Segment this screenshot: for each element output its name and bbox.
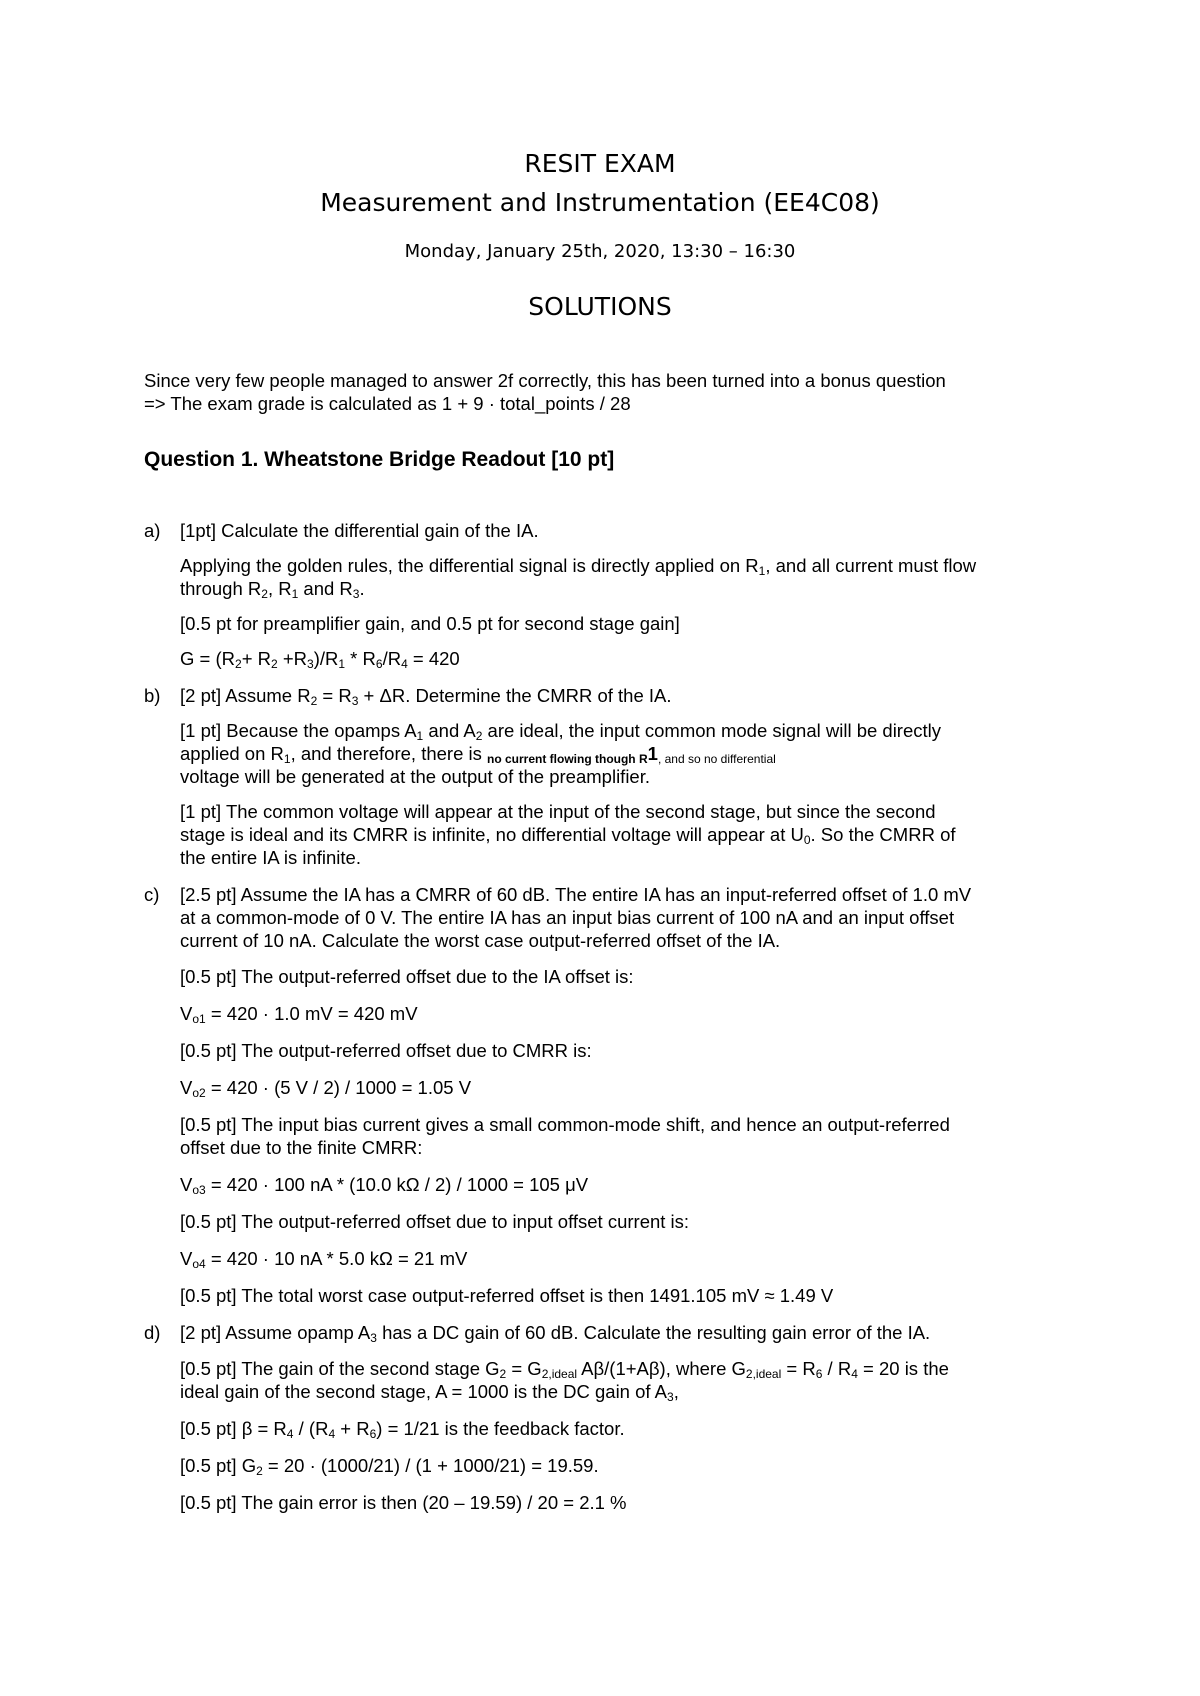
part-b-text-line-5 (180, 824, 956, 846)
subscript: 2 (310, 694, 318, 708)
subscript: 6 (369, 1427, 377, 1441)
subscript: 6 (375, 657, 383, 671)
text-run: = 20 is the (857, 1358, 949, 1379)
subscript: o4 (192, 1257, 206, 1271)
subscript: 1 (758, 564, 766, 578)
part-b-text-line-3: voltage will be generated at the output of the preamplifier. (180, 766, 650, 787)
text-run: [0.5 pt] β = R (180, 1418, 287, 1439)
intro-line-1: Since very few people managed to answer 2f correctly, this has been turned into a bonus question (144, 370, 946, 391)
part-d-step-1-line-2 (180, 1381, 679, 1403)
part-c-step-3-line-2: offset due to the finite CMRR: (180, 1137, 423, 1158)
subscript: 0 (803, 833, 811, 847)
course-title: Measurement and Instrumentation (EE4C08) (320, 188, 880, 217)
text-run: = G (506, 1358, 542, 1379)
subscript: 3 (351, 694, 359, 708)
subscript: 2 (235, 657, 242, 671)
part-b-label: b) (144, 685, 161, 706)
part-c-label: c) (144, 884, 160, 905)
part-d-step-3 (180, 1455, 599, 1477)
text-run: [0.5 pt] The gain of the second stage G (180, 1358, 500, 1379)
exam-title: RESIT EXAM (524, 149, 676, 178)
text-run: V (180, 1077, 193, 1098)
part-c-prompt-line-3: current of 10 nA. Calculate the worst case output-referred offset of the IA. (180, 930, 781, 951)
subscript: 1 (283, 752, 291, 766)
part-c-formula-3 (180, 1174, 588, 1196)
text-run: +R (277, 648, 307, 669)
part-c-step-4: [0.5 pt] The output-referred offset due to input offset current is: (180, 1211, 690, 1232)
subscript: no current flowing though R (487, 752, 648, 766)
text-run: )/R (313, 648, 339, 669)
text-run: + R (241, 648, 271, 669)
text-run: = 420 · (5 V / 2) / 1000 = 1.05 V (205, 1077, 472, 1098)
text-run: * R (345, 648, 376, 669)
part-b-text-line-4: [1 pt] The common voltage will appear at the input of the second stage, but since the second (180, 801, 936, 822)
part-c-prompt-line-2: at a common-mode of 0 V. The entire IA has an input bias current of 100 nA and an input offset (180, 907, 955, 928)
part-d-label: d) (144, 1322, 161, 1343)
subscript: 2 (271, 657, 278, 671)
part-d-step-2 (180, 1418, 625, 1440)
subscript: 3 (667, 1390, 674, 1404)
text-run: V (180, 1174, 193, 1195)
text-run: = R (317, 685, 352, 706)
solutions-heading: SOLUTIONS (528, 292, 672, 321)
subscript: o3 (192, 1183, 206, 1197)
text-run: = 420 · 1.0 mV = 420 mV (205, 1003, 418, 1024)
subscript: 2 (499, 1367, 507, 1381)
subscript: 4 (401, 657, 408, 671)
text-run: [2 pt] Assume R (180, 685, 311, 706)
text-run: Applying the golden rules, the differential signal is directly applied on R (180, 555, 759, 576)
exam-date: Monday, January 25th, 2020, 13:30 – 16:30 (404, 241, 796, 262)
text-run: = 20 · (1000/21) / (1 + 1000/21) = 19.59. (262, 1455, 599, 1476)
text-run: + R (335, 1418, 370, 1439)
subscript: 4 (286, 1427, 294, 1441)
part-b-text-line-2 (180, 743, 776, 765)
part-a-text-line-1 (180, 555, 976, 577)
text-run: = 420 (407, 648, 460, 669)
text-run: /R (382, 648, 402, 669)
text-run: , and all current must flow (765, 555, 977, 576)
part-c-step-3-line-1: [0.5 pt] The input bias current gives a small common-mode shift, and hence an output-referred (180, 1114, 950, 1135)
text-run: [2 pt] Assume opamp A (180, 1322, 371, 1343)
part-c-formula-1 (180, 1003, 418, 1025)
question-1-title: Question 1. Wheatstone Bridge Readout [10 pt] (144, 448, 615, 471)
part-a-text-line-2 (180, 578, 365, 600)
part-c-formula-2 (180, 1077, 471, 1099)
subscript: 3 (352, 587, 360, 601)
subscript: 6 (815, 1367, 823, 1381)
subscript: o2 (192, 1086, 206, 1100)
text-run: and A (423, 720, 476, 741)
part-d-prompt (180, 1322, 930, 1344)
text-run: , (673, 1381, 679, 1402)
text-run: [1 pt] Because the opamps A (180, 720, 417, 741)
bold-emphasis (487, 743, 648, 764)
subscript: 1 (416, 729, 424, 743)
subscript: 1 (291, 587, 299, 601)
text-run: has a DC gain of 60 dB. Calculate the resulting gain error of the IA. (376, 1322, 931, 1343)
subscript: 1 (338, 657, 346, 671)
part-d-step-1-line-1 (180, 1358, 949, 1380)
part-d-step-4: [0.5 pt] The gain error is then (20 – 19.59) / 20 = 2.1 % (180, 1492, 627, 1513)
subscript: 3 (307, 657, 314, 671)
bold-emphasis (648, 743, 658, 764)
subscript: 3 (370, 1331, 377, 1345)
text-run: / R (822, 1358, 852, 1379)
text-run: / (R (293, 1418, 329, 1439)
text-run: [0.5 pt] G (180, 1455, 257, 1476)
text-run: ) = 1/21 is the feedback factor. (376, 1418, 625, 1439)
subscript: 2,ideal (745, 1367, 782, 1381)
text-run: = R (781, 1358, 816, 1379)
text-run: ideal gain of the second stage, A = 1000 is the DC gain of A (180, 1381, 667, 1402)
text-run: 1 (647, 743, 658, 764)
text-run: , and therefore, there is (290, 743, 487, 764)
text-run: , R (267, 578, 292, 599)
subscript: 2,ideal (541, 1367, 578, 1381)
part-b-text-line-1 (180, 720, 941, 742)
part-c-step-5: [0.5 pt] The total worst case output-referred offset is then 1491.105 mV ≈ 1.49 V (180, 1285, 834, 1306)
text-run: = 420 · 100 nA * (10.0 kΩ / 2) / 1000 = 105 μV (205, 1174, 589, 1195)
part-a-grading-note: [0.5 pt for preamplifier gain, and 0.5 pt for second stage gain] (180, 613, 680, 634)
subscript: 2 (261, 587, 268, 601)
text-run: V (180, 1003, 193, 1024)
subscript: 4 (851, 1367, 858, 1381)
text-run: applied on R (180, 743, 284, 764)
part-a-prompt: [1pt] Calculate the differential gain of the IA. (180, 520, 539, 541)
text-run: are ideal, the input common mode signal will be directly (482, 720, 942, 741)
text-run: and R (298, 578, 353, 599)
text-run: Aβ/(1+Aβ), where G (577, 1358, 746, 1379)
part-b-text-line-6: the entire IA is infinite. (180, 847, 361, 868)
text-run: + ΔR. Determine the CMRR of the IA. (358, 685, 672, 706)
part-a-label: a) (144, 520, 161, 541)
text-run: G = (R (180, 648, 235, 669)
intro-line-2: => The exam grade is calculated as 1 + 9 · total_points / 28 (144, 393, 631, 414)
part-c-step-1: [0.5 pt] The output-referred offset due to the IA offset is: (180, 966, 634, 987)
text-run: stage is ideal and its CMRR is infinite, no differential voltage will appear at U (180, 824, 804, 845)
text-run: V (180, 1248, 193, 1269)
text-run: . (359, 578, 365, 599)
subscript: o1 (192, 1012, 206, 1026)
part-a-formula (180, 648, 460, 670)
text-run: through R (180, 578, 262, 599)
part-b-prompt (180, 685, 672, 707)
part-c-prompt-line-1: [2.5 pt] Assume the IA has a CMRR of 60 dB. The entire IA has an input-referred offset of 1.0 mV (180, 884, 972, 905)
subscript: 4 (328, 1427, 336, 1441)
text-run: = 420 · 10 nA * 5.0 kΩ = 21 mV (205, 1248, 468, 1269)
text-run: . So the CMRR of (810, 824, 956, 845)
subscript: 2 (256, 1464, 263, 1478)
part-c-step-2: [0.5 pt] The output-referred offset due to CMRR is: (180, 1040, 592, 1061)
part-c-formula-4 (180, 1248, 467, 1270)
subscript: 2 (475, 729, 483, 743)
subscript: , and so no differential (657, 752, 776, 766)
